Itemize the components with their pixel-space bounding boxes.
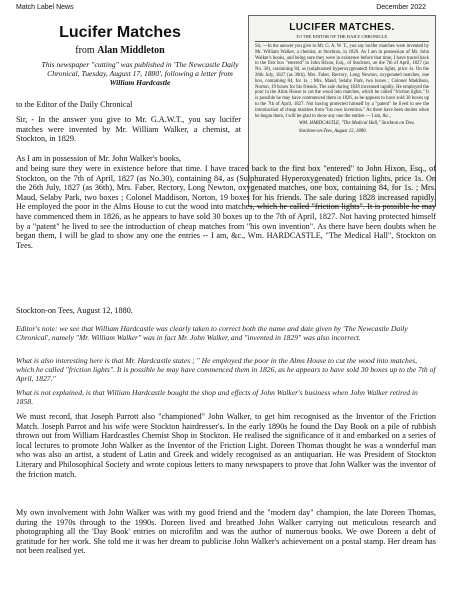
clipping-subtitle: TO THE EDITOR OF THE DAILY CHRONICLE. — [295, 34, 389, 39]
clipping-rule — [255, 41, 429, 42]
byline-author: Alan Middleton — [97, 45, 165, 56]
clipping-date: Stockton-on-Tees, August 12, 1880. — [299, 129, 367, 135]
byline — [30, 45, 210, 56]
byline-prefix: from — [75, 45, 95, 56]
clipping-signature: WM. HARDCASTLE, "The Medical Hall," Stockton on Tees. — [299, 121, 415, 127]
letter-opening: Sir, - In the answer you give to Mr. G.A.W.T., you say lucifer matches were invented by Mr. William Walker, a chemist, at Stockton, in 1829. — [16, 115, 241, 144]
letter-opening-cont: As I am in possession of Mr. John Walker's books, — [16, 154, 182, 163]
intro-text: This newspaper "cutting" was published in 'The Newcastle Daily Chronical, Tuesday, August 17, 1880', following a letter from — [41, 60, 239, 78]
article-paragraph-2: My own involvement with John Walker was with my good friend and the "modern day" champion, the late Doreen Thomas, during the 1970s through to the 1990s. Doreen lived and breathed John Walker carrying out meticulous research and photographing all the 'Day Book' entries on microfilm and was the author of numerous books. We owe Doreen a debt of gratitude for her work. She told me it was her dream to publicise John Walker's achievement on a postal stamp. Her dream has not been realised yet. — [16, 508, 436, 556]
editor-note-3: What is not explained, is that William Hardcastle bought the shop and effects of John Walker's business when John Walker retired in 1858. — [16, 388, 418, 406]
editor-note-1: Editor's note: we see that William Hardcastle was clearly taken to correct both the name and date given by 'The Newcastle Daily Chronical', namely "Mr. William Walker" was in fact Mr. John Walker, and "invented in 1829" was also incorrect. — [16, 324, 408, 342]
clipping-title: LUCIFER MATCHES. — [289, 22, 395, 33]
letter-recipient: to the Editor of the Daily Chronical — [16, 100, 133, 109]
intro-name: William Hardcastle — [109, 78, 171, 87]
intro-caption — [40, 60, 240, 87]
editor-note-2: What is also interesting here is that Mr. Hardcastle states ; " He employed the poor in the Alms House to cut the wood into matches, which he called "friction lights". It is possible he may have commenced them in 1826, as he appears to have sold 30 boxes up to the 7th of April, 1827." — [16, 356, 436, 383]
publication-name: Match Label News — [16, 4, 74, 11]
letter-date: Stockton-on Tees, August 12, 1880. — [16, 306, 133, 315]
article-title: Lucifer Matches — [59, 24, 181, 41]
article-paragraph-1: We must record, that Joseph Parrott also "championed" John Walker, to get him recognised as the Inventor of the Friction Match. Joseph Parrot and his wife were Stockton hairdresser's. In the early 1890s he found the Day Book on a pile of rubbish thrown out from William Hardcastles Chemist Shop in Stockton. He realised the significance of it and embarked on a series of local lectures to promote John Walker as the Inventor of the Friction Light. Doreen Thomas thought he was a wonderful man who was also an artist, a student of Latin and Greek and widely recognised as an antiquarian. He was President of Stockton Literary and Philosophical Society and wrote copious letters to many newspapers to prove that John Walker was the inventor of the friction match. — [16, 412, 436, 479]
page-header — [16, 4, 434, 14]
clipping-body: Sir, —In the answer you give to Mr. G. A. W. T., you say lucifer matches were invented by Mr. William Walker, a chemist, at Stockton, in 1829. As I am in possession of Mr. John Walker's books, and being sure they were in existence before that time, I have traced back to the first box "entered" to John Hixon, Esq., of Stockton, on the 7th of April, 1827 (as No. 30), containing 84, as (sulphurated hyperoxygenated) friction lights, price 1s. On the 26th July, 1827 (as 36th), Mrs. Faber, Rectory, Long Newton, oxygenated matches, one box, containing 84, for 1s. ; Mrs. Maud, Selaby Park, two boxes ; Colonel Maddison, Norton, 19 boxes for his friends. The sale during 1828 increased rapidly. He employed the poor in the Alms House to cut the wood into matches, which he called "friction lights." It is possible he may have commenced them in 1826, as he appears to have sold 30 boxes up to the 7th of April, 1827. Not having protected himself by a "patent" he lived to see the introduction of cheap matches from "his own invention." As there have been doubts when he began them, I will be glad to show any one the entries — I am, &c., — [255, 44, 430, 119]
letter-body: and being sure they were in existence before that time. I have traced back to the first box "entered" to John Hixon, Esq., of Stockton, on the 7th of April, 1827 (as No.30), containing 84, as (Sulphurated Hyperoxygenated) friction lights, price 1s. On the 26th July, 1827 (as 36th), Mrs. Faber, Rectory, Long Newton, oxygenated matches, one box, containing 84, for 1s. ; Mrs. Maud, Selaby Park, two boxes ; Colonel Maddison, Norton, 19 boxes for his friends. The sale during 1828 increased rapidly. He employed the poor in the Alms House to cut the wood into matches, which he called "friction lights". It is possible he may have commenced them in 1826, as he appears to have sold 30 boxes up to the 7th of April, 1827. Not having protected himself by a "patent" he lived to see the introduction of cheap matches from "his own invention". As there have been doubts when he began them, I will be glad to show any one the entries -- I am, &c., Wm. HARDCASTLE, "The Medical Hall", Stockton on Tees. — [16, 164, 436, 250]
issue-date: December 2022 — [376, 4, 426, 11]
